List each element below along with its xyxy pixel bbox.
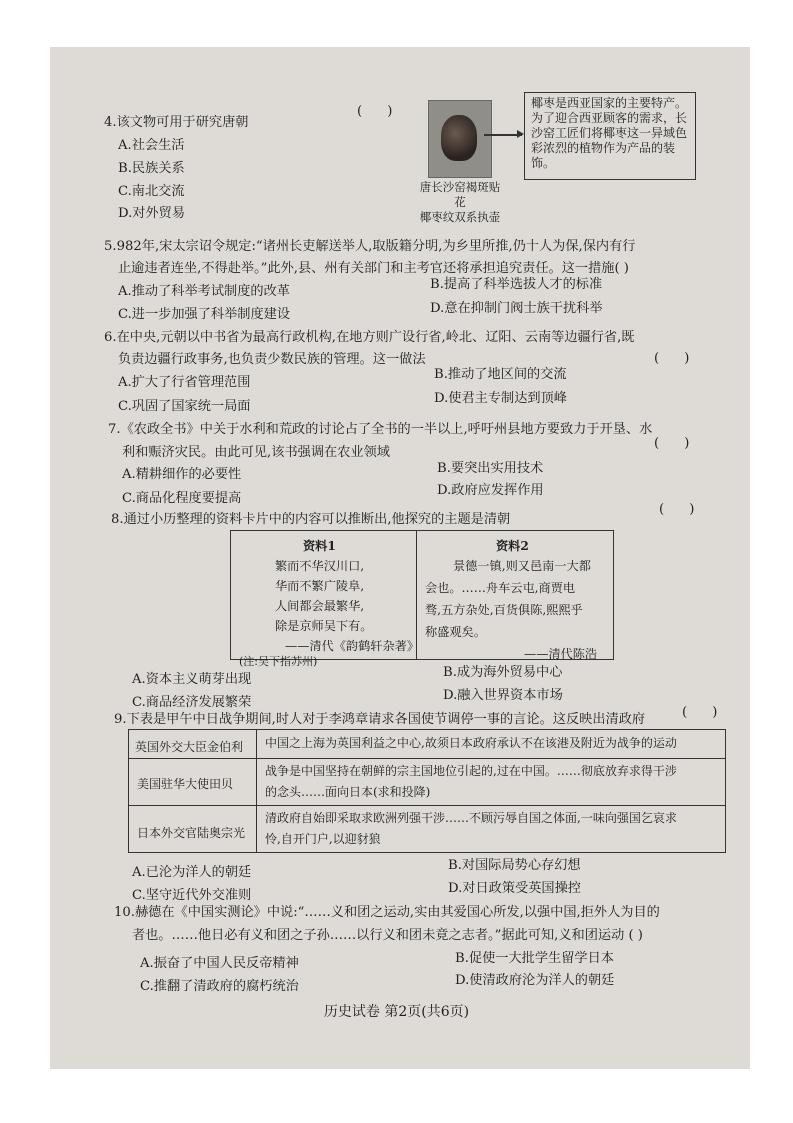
q4-option-c: C.南北交流 [118, 184, 185, 199]
q7-stem-line-2: 利和赈济灾民。由此可见,该书强调在农业领域 [122, 445, 390, 460]
q4-option-b: B.民族关系 [118, 161, 185, 176]
card1-source: ——清代《韵鹤轩杂著》 [285, 639, 420, 653]
q4-option-d: D.对外贸易 [118, 206, 186, 221]
q9-stem: 9.下表是甲午中日战争期间,时人对于李鸿章请求各国使节调停一事的言论。这反映出清政府 [114, 712, 646, 727]
source-cards [230, 530, 614, 668]
page-footer: 历史试卷 第2页(共6页) [323, 1004, 470, 1020]
q9-option-b: B.对国际局势心存幻想 [448, 858, 581, 873]
q4-option-a: A.社会生活 [118, 138, 185, 153]
q9-option-c: C.坚守近代外交准则 [132, 888, 252, 903]
table-row-text: 中国之上海为英国利益之中心,故须日本政府承认不在该港及附近为战争的运动 [265, 736, 677, 750]
q6-option-d: D.使君主专制达到顶峰 [434, 391, 567, 406]
q7-answer-paren: ( ) [654, 436, 690, 451]
table-row-name: 英国外交大臣金伯利 [135, 740, 244, 754]
q4-stem: 4.该文物可用于研究唐朝 [104, 115, 249, 130]
q8-answer-paren: ( ) [659, 502, 695, 517]
table-row-name: 日本外交官陆奥宗光 [137, 826, 246, 840]
card2-line: 骛,五方杂处,百货俱陈,熙熙乎 [425, 603, 583, 617]
artifact-photo [428, 100, 492, 178]
q6-option-b: B.推动了地区间的交流 [434, 367, 567, 382]
table-row-divider [129, 805, 725, 806]
table-column-divider [256, 730, 257, 852]
q8-stem: 8.通过小历整理的资料卡片中的内容可以推断出,他探究的主题是清朝 [111, 512, 511, 527]
table-row-name: 美国驻华大使田贝 [137, 777, 234, 791]
q5-option-c: C.进一步加强了科举制度建设 [118, 307, 291, 322]
q10-stem-line-1: 10.赫德在《中国实测论》中说:“……义和团之运动,实由其爱国心所发,以强中国,拒外人为目的 [114, 905, 660, 920]
table-row-text: 战争是中国坚持在朝鲜的宗主国地位引起的,过在中国。……彻底放弃求得干涉 [265, 764, 677, 778]
q7-option-d: D.政府应发挥作用 [437, 483, 544, 498]
card1-note: (注:吴下指苏州) [239, 655, 318, 668]
card1-title: 资料1 [303, 539, 336, 553]
q6-option-c: C.巩固了国家统一局面 [118, 399, 251, 414]
artifact-note: 椰枣是西亚国家的主要特产。为了迎合西亚顾客的需求，长沙窑工匠们将椰枣这一异域色彩浓烈的植物作为产品的装饰。 [524, 92, 696, 180]
q4-answer-paren: ( ) [357, 104, 393, 119]
q5-option-d: D.意在抑制门阀士族干扰科举 [430, 301, 603, 316]
ewer-image [441, 115, 477, 161]
q6-option-a: A.扩大了行省管理范围 [118, 375, 251, 390]
quote-table [128, 729, 726, 853]
table-row-text: 怜,自开门户,以迎豺狼 [265, 832, 381, 846]
table-row-text: 的念头……面向日本(求和投降) [265, 785, 431, 799]
caption-line-1: 唐长沙窑褐斑贴花 [419, 180, 501, 209]
q10-option-a: A.振奋了中国人民反帝精神 [140, 956, 299, 971]
caption-line-2: 椰枣纹双系执壶 [419, 210, 501, 224]
q8-option-a: A.资本主义萌芽出现 [132, 672, 252, 687]
q6-stem-line-2: 负责边疆行政事务,也负责少数民族的管理。这一做法 [118, 352, 426, 367]
q9-option-a: A.已沦为洋人的朝廷 [132, 865, 252, 880]
q6-stem-line-1: 6.在中央,元朝以中书省为最高行政机构,在地方则广设行省,岭北、辽阳、云南等边疆行省,既 [104, 330, 635, 345]
q9-answer-paren: ( ) [682, 705, 718, 720]
card1-line: 华而不繁广陵阜, [275, 579, 365, 593]
q10-option-b: B.促使一大批学生留学日本 [455, 951, 614, 966]
q5-option-a: A.推动了科举考试制度的改革 [118, 284, 290, 299]
q6-answer-paren: ( ) [654, 351, 690, 366]
card2-title: 资料2 [496, 539, 529, 553]
card2-line: 会也。……舟车云屯,商贾电 [425, 581, 576, 595]
q10-option-d: D.使清政府沦为洋人的朝廷 [455, 973, 615, 988]
q8-option-d: D.融入世界资本市场 [443, 688, 563, 703]
q5-stem-line-2: 止逾违者连坐,不得赴举。”此外,县、州有关部门和主考官还将承担追究责任。这一措施( ) [118, 261, 629, 276]
q8-option-c: C.商品经济发展繁荣 [132, 695, 252, 710]
card2-source: ——清代陈浩 [524, 647, 598, 661]
card1-line: 繁而不华汉川口, [275, 559, 365, 573]
q7-option-b: B.要突出实用技术 [437, 461, 544, 476]
q10-option-c: C.推翻了清政府的腐朽统治 [140, 979, 299, 994]
card1-line: 除是京师吴下有。 [275, 619, 373, 633]
q5-option-b: B.提高了科举选拔人才的标准 [430, 277, 603, 292]
card2-line: 景德一镇,则又邑南一大都 [453, 559, 591, 573]
q7-option-a: A.精耕细作的必要性 [122, 467, 242, 482]
artifact-caption [415, 180, 505, 225]
card1-line: 人间都会最繁华, [275, 599, 365, 613]
q7-option-c: C.商品化程度要提高 [122, 491, 242, 506]
q5-stem-line-1: 5.982年,宋太宗诏令规定:“诸州长吏解送举人,取版籍分明,为乡里所推,仍十人为保,保内有行 [104, 239, 636, 254]
arrow-icon [484, 134, 522, 136]
q7-stem-line-1: 7.《农政全书》中关于水利和荒政的讨论占了全书的一半以上,呼吁州县地方要致力于开垦、水 [108, 422, 653, 437]
q8-option-b: B.成为海外贸易中心 [443, 665, 563, 680]
table-row-text: 清政府自始即采取求欧洲列强干涉……不顾污辱自国之体面,一味向强国乞哀求 [265, 811, 677, 825]
q10-stem-line-2: 者也。……他日必有义和团之子孙……以行义和团未竟之志者。”据此可知,义和团运动 ( ) [132, 928, 643, 943]
table-row-divider [129, 758, 725, 759]
card2-line: 称盛观矣。 [425, 625, 486, 639]
q9-option-d: D.对日政策受英国操控 [448, 881, 581, 896]
